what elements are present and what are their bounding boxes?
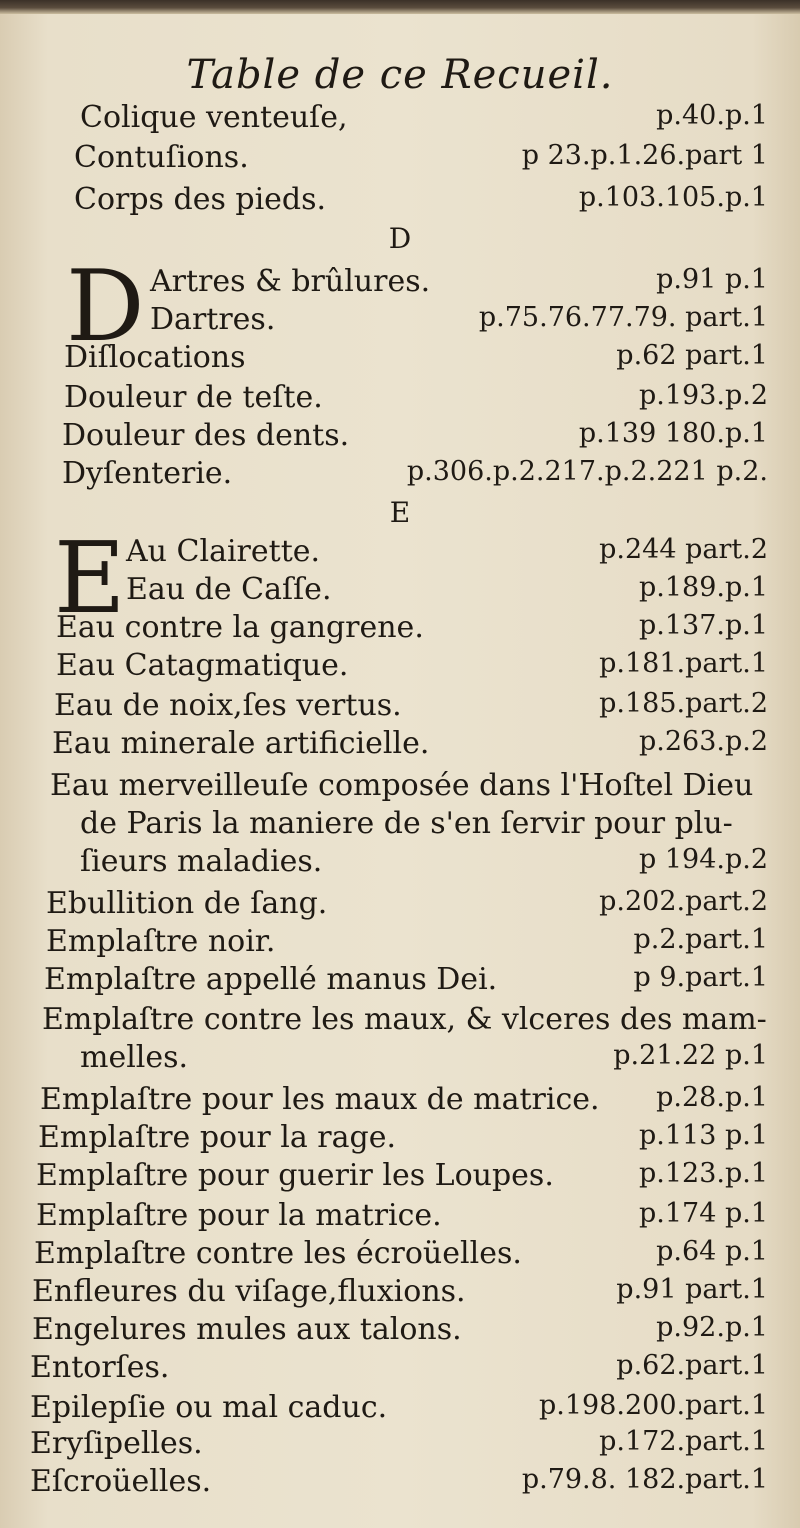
entry-page-ref: p.64 p.1: [656, 1236, 768, 1267]
entry-label: Eau merveilleuſe composée dans l'Hoſtel Dieu: [50, 768, 754, 803]
entry-label: Contuſions.: [74, 140, 249, 175]
index-entry: [0, 380, 800, 420]
index-entry: [0, 418, 800, 458]
index-entry: [0, 340, 800, 380]
index-entry: [0, 1350, 800, 1390]
index-entry: [0, 1120, 800, 1160]
entry-label: Emplaſtre contre les écroüelles.: [34, 1236, 522, 1271]
index-entry: [0, 100, 800, 140]
index-entry: [0, 1312, 800, 1352]
index-entry: [0, 610, 800, 650]
entry-page-ref: p.62 part.1: [616, 340, 768, 371]
entry-label: Douleur de teſte.: [64, 380, 323, 415]
entry-page-ref: p.113 p.1: [638, 1120, 768, 1151]
index-entry: [0, 962, 800, 1002]
entry-page-ref: p.91 p.1: [656, 264, 768, 295]
entry-page-ref: p.306.p.2.217.p.2.221 p.2.: [406, 456, 768, 487]
entry-page-ref: p.40.p.1: [656, 100, 768, 131]
entry-label: Emplaſtre pour la rage.: [38, 1120, 397, 1155]
entry-page-ref: p.21.22 p.1: [613, 1040, 768, 1071]
entry-label: de Paris la maniere de s'en ſervir pour plu-: [80, 806, 733, 841]
entry-page-ref: p.198.200.part.1: [539, 1390, 768, 1421]
section-letter: E: [389, 496, 411, 529]
entry-label: Eau contre la gangrene.: [56, 610, 424, 645]
index-entry: [0, 1158, 800, 1198]
entry-page-ref: p.92.p.1: [656, 1312, 768, 1343]
entry-page-ref: p.174 p.1: [638, 1198, 768, 1229]
index-entry: [0, 1002, 800, 1042]
entry-label: Eau Catagmatique.: [56, 648, 349, 683]
entry-page-ref: p.137.p.1: [638, 610, 768, 641]
index-entry: [0, 1390, 800, 1430]
entry-label: Emplaſtre pour guerir les Loupes.: [36, 1158, 554, 1193]
entry-label: Corps des pieds.: [74, 182, 327, 217]
index-entry: [0, 924, 800, 964]
entry-page-ref: p.75.76.77.79. part.1: [478, 302, 768, 333]
entry-page-ref: p 194.p.2: [638, 844, 768, 875]
drop-cap: D: [66, 250, 145, 364]
entry-label: melles.: [80, 1040, 189, 1075]
entry-label: Dyſenterie.: [62, 456, 233, 491]
entry-label: Enfleures du viſage,fluxions.: [32, 1274, 466, 1309]
index-entry-continuation: [0, 1040, 800, 1080]
entry-label: Ebullition de ſang.: [46, 886, 328, 921]
entry-page-ref: p.185.part.2: [599, 688, 768, 719]
entry-label: Eryſipelles.: [30, 1426, 203, 1461]
page-top-edge: [0, 0, 800, 14]
index-entry: [0, 534, 800, 574]
entry-label: Eau de Caſſe.: [126, 572, 332, 607]
index-entry: [0, 572, 800, 612]
index-entry: [0, 1426, 800, 1466]
entry-page-ref: p.189.p.1: [638, 572, 768, 603]
page-header: Table de ce Recueil.: [186, 52, 614, 98]
entry-page-ref: p 23.p.1.26.part 1: [521, 140, 768, 171]
entry-page-ref: p 9.part.1: [633, 962, 768, 993]
entry-page-ref: p.172.part.1: [599, 1426, 768, 1457]
entry-label: Epilepſie ou mal caduc.: [30, 1390, 388, 1425]
entry-page-ref: p.62.part.1: [616, 1350, 768, 1381]
entry-page-ref: p.139 180.p.1: [578, 418, 768, 449]
entry-page-ref: p.91 part.1: [616, 1274, 768, 1305]
entry-label: ſieurs maladies.: [80, 844, 323, 879]
entry-label: Emplaſtre appellé manus Dei.: [44, 962, 498, 997]
index-entry: [0, 886, 800, 926]
entry-label: Douleur des dents.: [62, 418, 350, 453]
entry-label: Emplaſtre contre les maux, & vlceres des mam-: [42, 1002, 767, 1037]
index-entry-continuation: [0, 844, 800, 884]
index-entry: [0, 768, 800, 808]
entry-page-ref: p.103.105.p.1: [578, 182, 768, 213]
entry-label: Colique venteuſe,: [80, 100, 348, 135]
entry-label: Emplaſtre pour la matrice.: [36, 1198, 442, 1233]
index-entry: [0, 1082, 800, 1122]
entry-page-ref: p.244 part.2: [599, 534, 768, 565]
entry-page-ref: p.202.part.2: [599, 886, 768, 917]
entry-label: Au Clairette.: [126, 534, 321, 569]
section-letter: D: [388, 222, 412, 255]
entry-page-ref: p.123.p.1: [638, 1158, 768, 1189]
index-entry: [0, 264, 800, 304]
index-entry: [0, 456, 800, 496]
entry-label: Dartres.: [150, 302, 276, 337]
entry-page-ref: p.181.part.1: [599, 648, 768, 679]
entry-label: Emplaſtre noir.: [46, 924, 276, 959]
entry-page-ref: p.193.p.2: [638, 380, 768, 411]
index-entry: [0, 1464, 800, 1504]
drop-cap: E: [54, 522, 126, 636]
entry-label: Engelures mules aux talons.: [32, 1312, 462, 1347]
entry-label: Entorſes.: [30, 1350, 170, 1385]
index-entry: [0, 1274, 800, 1314]
entry-page-ref: p.263.p.2: [638, 726, 768, 757]
index-entry: [0, 726, 800, 766]
index-entry: [0, 1198, 800, 1238]
index-entry-continuation: [0, 806, 800, 846]
entry-label: Eſcroüelles.: [30, 1464, 212, 1499]
entry-page-ref: p.79.8. 182.part.1: [521, 1464, 768, 1495]
entry-label: Eau minerale artificielle.: [52, 726, 430, 761]
entry-page-ref: p.28.p.1: [656, 1082, 768, 1113]
entry-label: Artres & brûlures.: [150, 264, 431, 299]
index-entry: [0, 1236, 800, 1276]
entry-page-ref: p.2.part.1: [633, 924, 768, 955]
entry-label: Emplaſtre pour les maux de matrice.: [40, 1082, 600, 1117]
index-entry: [0, 140, 800, 180]
index-entry: [0, 648, 800, 688]
index-entry: [0, 182, 800, 222]
entry-label: Diſlocations: [64, 340, 246, 375]
index-entry: [0, 302, 800, 342]
index-entry: [0, 688, 800, 728]
entry-label: Eau de noix,ſes vertus.: [54, 688, 402, 723]
